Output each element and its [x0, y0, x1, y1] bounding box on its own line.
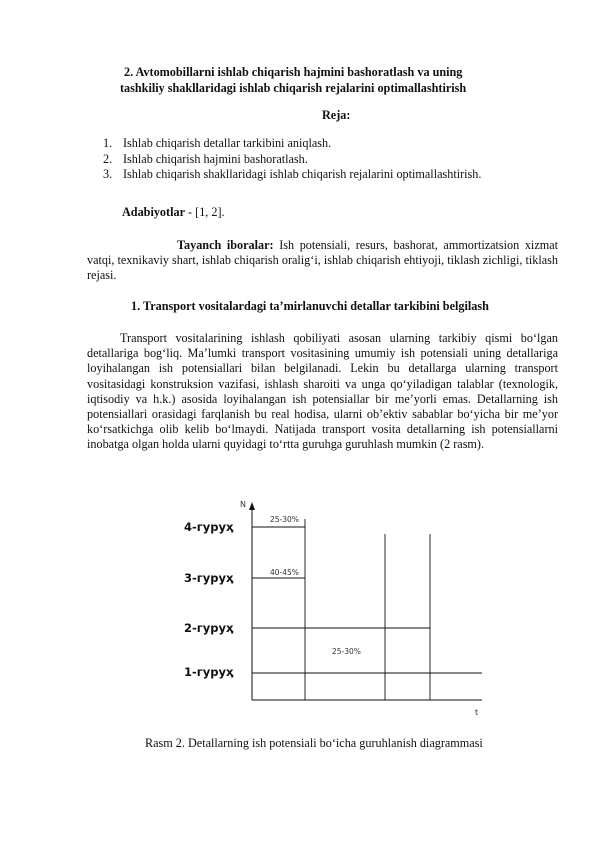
- annotation-group-3: 40-45%: [270, 568, 299, 577]
- section-title-line-1: 2. Avtomobillarni ishlab chiqarish hajmini bashoratlash va uning: [124, 65, 463, 79]
- group-label-1: 1-гуруҳ: [184, 665, 234, 679]
- list-item-number: 2.: [103, 151, 113, 166]
- list-item: [103, 152, 563, 168]
- y-axis-arrow: [249, 502, 255, 510]
- literature-line: [122, 205, 225, 220]
- x-axis-label: t: [475, 708, 479, 716]
- list-item-number: 3.: [103, 167, 113, 182]
- group-label-2: 2-гуруҳ: [184, 621, 234, 635]
- plan-heading: Reja:: [322, 108, 351, 122]
- section-title: [88, 64, 558, 96]
- group-label-4: 4-гуруҳ: [184, 520, 234, 534]
- figure-caption: Rasm 2. Detallarning ish potensiali bo‘icha guruhlanish diagrammasi: [145, 736, 483, 750]
- list-item: [103, 136, 563, 152]
- list-item-number: 1.: [103, 136, 113, 150]
- grouping-diagram: [178, 496, 498, 716]
- body-paragraph: Transport vositalarining ishlash qobiliyati asosan ularning tarkibiy qismi bo‘lgan detallariga bog‘liq. Ma’lumki transport vositasining umumiy ish potensiali uning detallariga loyihalangan ish potensiallari bilan belgilanadi. Lekin bu detallarga ularning transport vositasidagi konstruksion vazifasi, ishlash sharoiti va unga qo‘yiladigan talablar (texnologik, iqtisodiy va h.k.) asosida loyihalangan ish potensiallar bir me’yorli emas. Detallarning ish potensiallari orasidagi farqlanish bu real hodisa, ularni ob’ektiv sabablar bo‘yicha bir me’yor ko‘rsatkichga olib kelib bo‘lmaydi. Natijada transport vosita detallarning ish potensiallarni inobatga olgan holda ularni quyidagi to‘rtta guruhga guruhlash mumkin (2 rasm).: [87, 331, 558, 452]
- list-item: [103, 167, 563, 183]
- keywords-text: Ish potensiali, resurs, bashorat, ammortizatsion xizmat vatqi, texnikaviy shart, ishlab chiqarish oralig‘i, ishlab chiqarish ehtiyoji, tiklash zichligi, tiklash rejasi.: [87, 238, 559, 283]
- list-item-text: Ishlab chiqarish shakllaridagi ishlab chiqarish rejalarini optimallashtirish.: [123, 167, 482, 182]
- list-item-text: Ishlab chiqarish detallar tarkibini aniqlash.: [123, 136, 332, 150]
- literature-value: - [1, 2].: [184, 205, 225, 219]
- keywords-paragraph: [87, 238, 558, 284]
- annotation-group-1: 25-30%: [332, 647, 361, 656]
- plan-list: [103, 136, 563, 183]
- group-label-3: 3-гуруҳ: [184, 571, 234, 585]
- annotation-group-4: 25-30%: [270, 515, 299, 524]
- y-axis-label: N: [240, 500, 246, 509]
- section-title-line-2: tashkiliy shakllaridagi ishlab chiqarish rejalarini optimallashtirish: [120, 81, 467, 95]
- list-item-text: Ishlab chiqarish hajmini bashoratlash.: [123, 151, 308, 166]
- literature-label: Adabiyotlar: [122, 205, 185, 219]
- subsection-title: 1. Transport vositalardagi ta’mirlanuvchi detallar tarkibini belgilash: [131, 299, 489, 313]
- keywords-label: Tayanch iboralar:: [177, 238, 274, 252]
